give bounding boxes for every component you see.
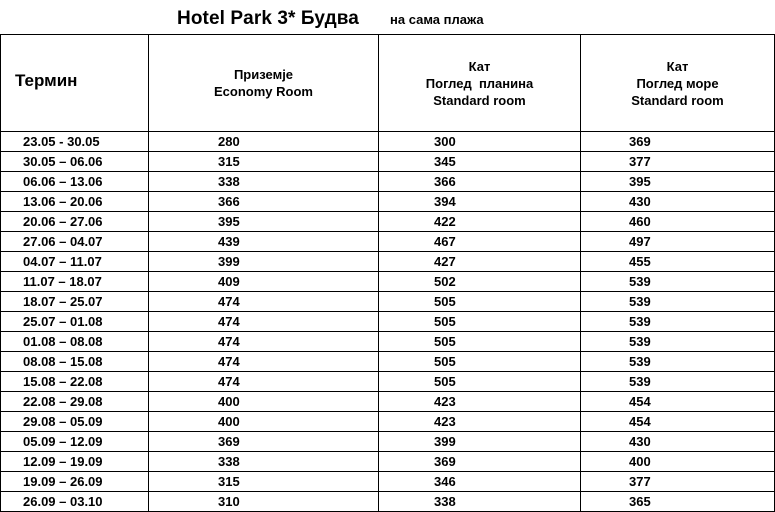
economy-price-cell: 400 [149,412,379,432]
sea-view-price-cell: 377 [581,152,775,172]
mountain-view-price-cell: 369 [379,452,581,472]
table-row [1,352,775,372]
economy-price-cell: 474 [149,372,379,392]
table-row [1,432,775,452]
economy-price-cell: 474 [149,292,379,312]
hotel-title: Hotel Park 3* Будва [177,8,359,29]
mountain-view-price-cell: 394 [379,192,581,212]
period-cell: 20.06 – 27.06 [1,212,149,232]
sea-view-price-cell: 539 [581,292,775,312]
mountain-view-price-cell: 423 [379,392,581,412]
mountain-view-price-cell: 338 [379,492,581,512]
period-cell: 23.05 - 30.05 [1,132,149,152]
economy-price-cell: 366 [149,192,379,212]
table-header-row [1,35,775,132]
economy-price-cell: 280 [149,132,379,152]
header-line: Поглед море [636,75,719,91]
hotel-subtitle: на сама плажа [390,12,484,27]
economy-price-cell: 474 [149,312,379,332]
sea-view-price-cell: 539 [581,372,775,392]
table-row [1,312,775,332]
header-line: Standard room [433,92,526,108]
header-line: Кат [468,58,491,74]
mountain-view-price-cell: 366 [379,172,581,192]
economy-price-cell: 395 [149,212,379,232]
table-row [1,452,775,472]
period-cell: 29.08 – 05.09 [1,412,149,432]
period-cell: 22.08 – 29.08 [1,392,149,412]
sea-view-price-cell: 395 [581,172,775,192]
sea-view-price-cell: 454 [581,412,775,432]
period-cell: 04.07 – 11.07 [1,252,149,272]
mountain-view-price-cell: 502 [379,272,581,292]
sea-view-price-cell: 455 [581,252,775,272]
economy-price-cell: 315 [149,152,379,172]
mountain-view-price-cell: 423 [379,412,581,432]
mountain-view-price-cell: 505 [379,372,581,392]
period-cell: 11.07 – 18.07 [1,272,149,292]
table-row [1,132,775,152]
table-row [1,292,775,312]
economy-price-cell: 474 [149,332,379,352]
sea-view-price-cell: 369 [581,132,775,152]
economy-price-cell: 338 [149,452,379,472]
table-row [1,212,775,232]
table-row [1,232,775,252]
period-cell: 26.09 – 03.10 [1,492,149,512]
page-title [0,6,775,32]
mountain-view-price-cell: 346 [379,472,581,492]
table-body [1,132,775,512]
economy-price-cell: 474 [149,352,379,372]
period-cell: 12.09 – 19.09 [1,452,149,472]
economy-price-cell: 338 [149,172,379,192]
table-row [1,192,775,212]
period-cell: 15.08 – 22.08 [1,372,149,392]
period-cell: 13.06 – 20.06 [1,192,149,212]
mountain-view-price-cell: 422 [379,212,581,232]
table-row [1,252,775,272]
table-row [1,172,775,192]
mountain-view-price-cell: 345 [379,152,581,172]
economy-price-cell: 369 [149,432,379,452]
sea-view-price-cell: 377 [581,472,775,492]
header-line: Economy Room [214,84,313,99]
table-row [1,392,775,412]
mountain-view-price-cell: 505 [379,352,581,372]
sea-view-price-cell: 400 [581,452,775,472]
table-row [1,492,775,512]
sea-view-price-cell: 539 [581,352,775,372]
sea-view-price-cell: 365 [581,492,775,512]
table-row [1,332,775,352]
period-cell: 01.08 – 08.08 [1,332,149,352]
period-cell: 18.07 – 25.07 [1,292,149,312]
mountain-view-price-cell: 467 [379,232,581,252]
sea-view-price-cell: 539 [581,332,775,352]
sea-view-price-cell: 539 [581,312,775,332]
period-cell: 27.06 – 04.07 [1,232,149,252]
header-line: Standard room [631,92,724,108]
price-table [0,34,775,512]
economy-price-cell: 400 [149,392,379,412]
period-cell: 06.06 – 13.06 [1,172,149,192]
header-line: Кат [666,58,689,74]
sea-view-price-cell: 497 [581,232,775,252]
sea-view-price-cell: 430 [581,432,775,452]
economy-price-cell: 439 [149,232,379,252]
header-economy-room [149,35,379,132]
mountain-view-price-cell: 399 [379,432,581,452]
economy-price-cell: 399 [149,252,379,272]
table-row [1,472,775,492]
mountain-view-price-cell: 300 [379,132,581,152]
sea-view-price-cell: 460 [581,212,775,232]
period-cell: 30.05 – 06.06 [1,152,149,172]
mountain-view-price-cell: 427 [379,252,581,272]
mountain-view-price-cell: 505 [379,332,581,352]
header-mountain-view [379,35,581,132]
table-row [1,152,775,172]
economy-price-cell: 310 [149,492,379,512]
sea-view-price-cell: 430 [581,192,775,212]
header-sea-view [581,35,775,132]
period-cell: 05.09 – 12.09 [1,432,149,452]
table-row [1,372,775,392]
mountain-view-price-cell: 505 [379,292,581,312]
period-cell: 25.07 – 01.08 [1,312,149,332]
header-term: Термин [1,35,149,132]
economy-price-cell: 315 [149,472,379,492]
period-cell: 08.08 – 15.08 [1,352,149,372]
mountain-view-price-cell: 505 [379,312,581,332]
header-line: Приземје [233,67,294,82]
table-row [1,412,775,432]
sea-view-price-cell: 454 [581,392,775,412]
economy-price-cell: 409 [149,272,379,292]
table-row [1,272,775,292]
sea-view-price-cell: 539 [581,272,775,292]
header-line: Поглед планина [425,75,534,91]
period-cell: 19.09 – 26.09 [1,472,149,492]
